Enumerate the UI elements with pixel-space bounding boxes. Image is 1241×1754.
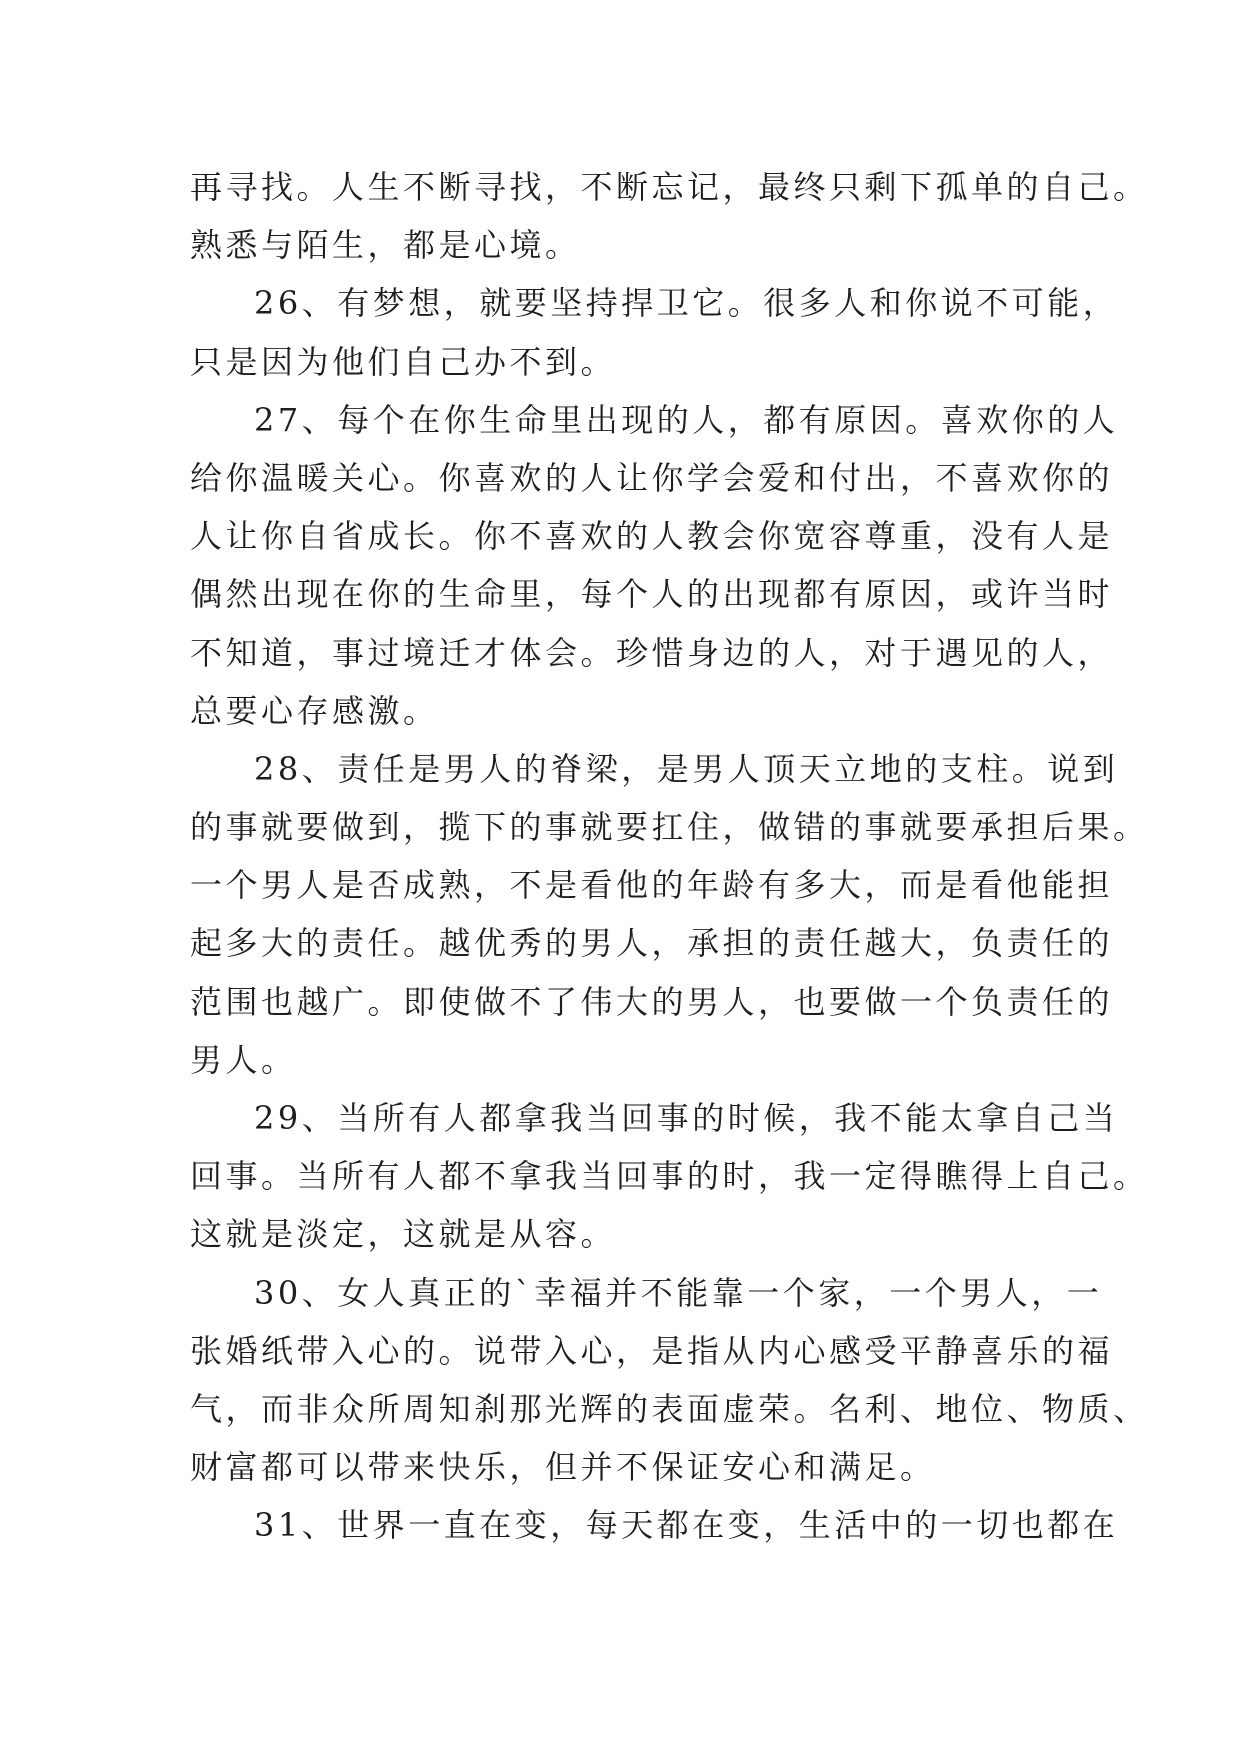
text-line: 再寻找。人生不断寻找，不断忘记，最终只剩下孤单的自己。 [190,168,1149,206]
paragraph-start-line: 30、女人真正的`幸福并不能靠一个家，一个男人，一 [254,1273,1103,1312]
text-line: 总要心存感激。 [190,691,439,730]
paragraph-start-line: 29、当所有人都拿我当回事的时候，我不能太拿自己当 [254,1099,1119,1137]
paragraph-start-line: 31、世界一直在变，每天都在变，生活中的一切也都在 [254,1506,1119,1545]
text-line: 不知道，事过境迁才体会。珍惜身边的人，对于遇见的人， [190,633,1114,672]
text-line: 偶然出现在你的生命里，每个人的出现都有原因，或许当时 [190,575,1114,614]
text-line: 财富都可以带来快乐，但并不保证安心和满足。 [190,1448,936,1487]
text-line: 熟悉与陌生，都是心境。 [190,226,581,265]
text-line: 范围也越广。即使做不了伟大的男人，也要做一个负责任的 [190,982,1114,1021]
paragraph-start-line: 28、责任是男人的脊梁，是男人顶天立地的支柱。说到 [254,749,1119,788]
text-line: 给你温暖关心。你喜欢的人让你学会爱和付出，不喜欢你的 [190,458,1114,497]
paragraph-start-line: 27、每个在你生命里出现的人，都有原因。喜欢你的人 [254,400,1119,439]
text-line: 人让你自省成长。你不喜欢的人教会你宽容尊重，没有人是 [190,517,1114,556]
body-text [190,158,1149,1555]
paragraph-start-line: 26、有梦想，就要坚持捍卫它。很多人和你说不可能， [254,284,1119,323]
text-line: 起多大的责任。越优秀的男人，承担的责任越大，负责任的 [190,924,1114,963]
text-line: 张婚纸带入心的。说带入心，是指从内心感受平静喜乐的福 [190,1331,1114,1370]
text-line: 只是因为他们自己办不到。 [190,342,617,381]
text-line: 这就是淡定，这就是从容。 [190,1215,617,1254]
text-line: 回事。当所有人都不拿我当回事的时，我一定得瞧得上自己。 [190,1157,1149,1196]
text-line: 一个男人是否成熟，不是看他的年龄有多大，而是看他能担 [190,866,1114,905]
text-line: 的事就要做到，揽下的事就要扛住，做错的事就要承担后果。 [190,808,1149,847]
text-line: 气，而非众所周知刹那光辉的表面虚荣。名利、地位、物质、 [190,1389,1149,1428]
text-line: 男人。 [190,1040,297,1079]
